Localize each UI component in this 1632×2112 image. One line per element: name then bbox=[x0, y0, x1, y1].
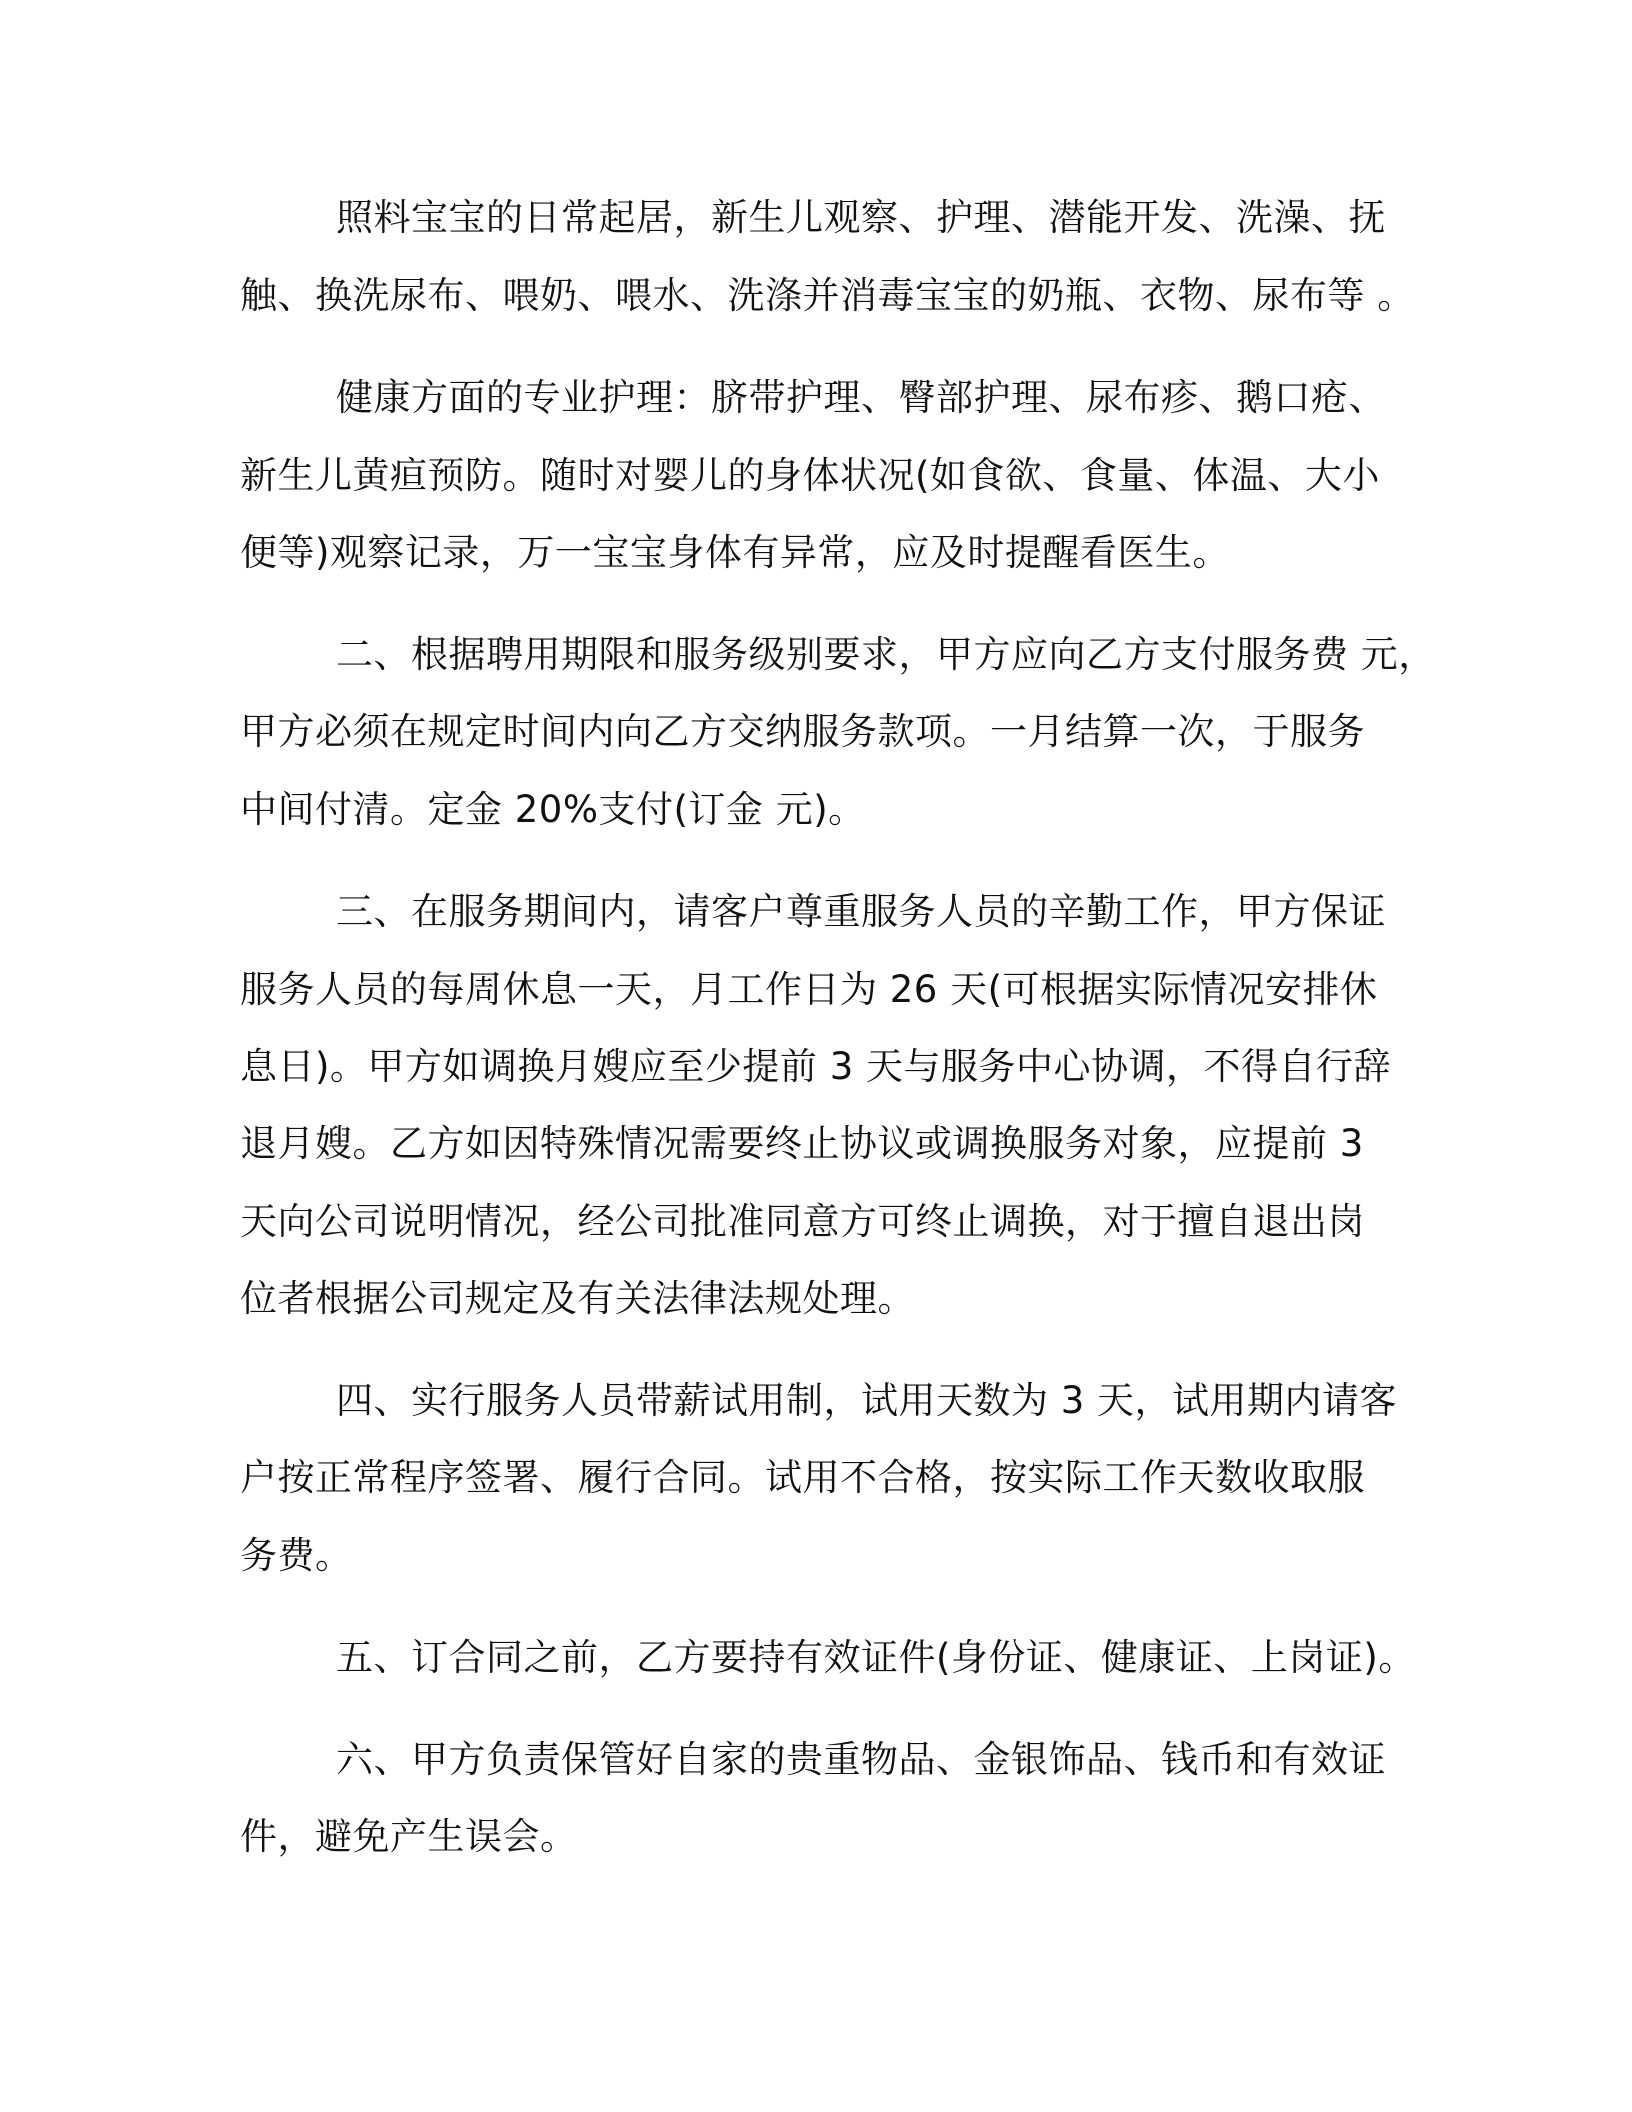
paragraph-6-line-1: 五、订合同之前，乙方要持有效证件(身份证、健康证、上岗证)。 bbox=[336, 1636, 1416, 1679]
paragraph-2-line-3: 便等)观察记录，万一宝宝身体有异常，应及时提醒看医生。 bbox=[240, 531, 1230, 574]
paragraph-7-line-1: 六、甲方负责保管好自家的贵重物品、金银饰品、钱币和有效证 bbox=[336, 1738, 1386, 1781]
paragraph-5-line-1: 四、实行服务人员带薪试用制，试用天数为 3 天，试用期内请客 bbox=[336, 1379, 1398, 1422]
paragraph-3-line-2: 甲方必须在规定时间内向乙方交纳服务款项。一月结算一次，于服务 bbox=[240, 710, 1365, 753]
paragraph-2-line-2: 新生儿黄疸预防。随时对婴儿的身体状况(如食欲、食量、体温、大小 bbox=[240, 454, 1380, 497]
paragraph-4-line-4: 退月嫂。乙方如因特殊情况需要终止协议或调换服务对象，应提前 3 bbox=[240, 1122, 1364, 1165]
paragraph-7-line-2: 件，避免产生误会。 bbox=[240, 1815, 578, 1858]
paragraph-2-line-1: 健康方面的专业护理：脐带护理、臀部护理、尿布疹、鹅口疮、 bbox=[336, 376, 1386, 419]
paragraph-5-line-3: 务费。 bbox=[240, 1534, 353, 1577]
paragraph-1-line-1: 照料宝宝的日常起居，新生儿观察、护理、潜能开发、洗澡、抚 bbox=[336, 196, 1386, 239]
paragraph-3-line-1: 二、根据聘用期限和服务级别要求，甲方应向乙方支付服务费 元， bbox=[336, 633, 1436, 676]
paragraph-5-line-2: 户按正常程序签署、履行合同。试用不合格，按实际工作天数收取服 bbox=[240, 1456, 1365, 1499]
paragraph-4-line-2: 服务人员的每周休息一天，月工作日为 26 天(可根据实际情况安排休 bbox=[240, 968, 1378, 1011]
paragraph-4-line-1: 三、在服务期间内，请客户尊重服务人员的辛勤工作，甲方保证 bbox=[336, 890, 1386, 933]
paragraph-1-line-2: 触、换洗尿布、喂奶、喂水、洗涤并消毒宝宝的奶瓶、衣物、尿布等 。 bbox=[240, 274, 1415, 317]
paragraph-4-line-5: 天向公司说明情况，经公司批准同意方可终止调换，对于擅自退出岗 bbox=[240, 1200, 1365, 1243]
paragraph-4-line-3: 息日)。甲方如调换月嫂应至少提前 3 天与服务中心协调，不得自行辞 bbox=[240, 1045, 1391, 1088]
paragraph-4-line-6: 位者根据公司规定及有关法律法规处理。 bbox=[240, 1277, 915, 1320]
paragraph-3-line-3: 中间付清。定金 20%支付(订金 元)。 bbox=[240, 788, 866, 831]
